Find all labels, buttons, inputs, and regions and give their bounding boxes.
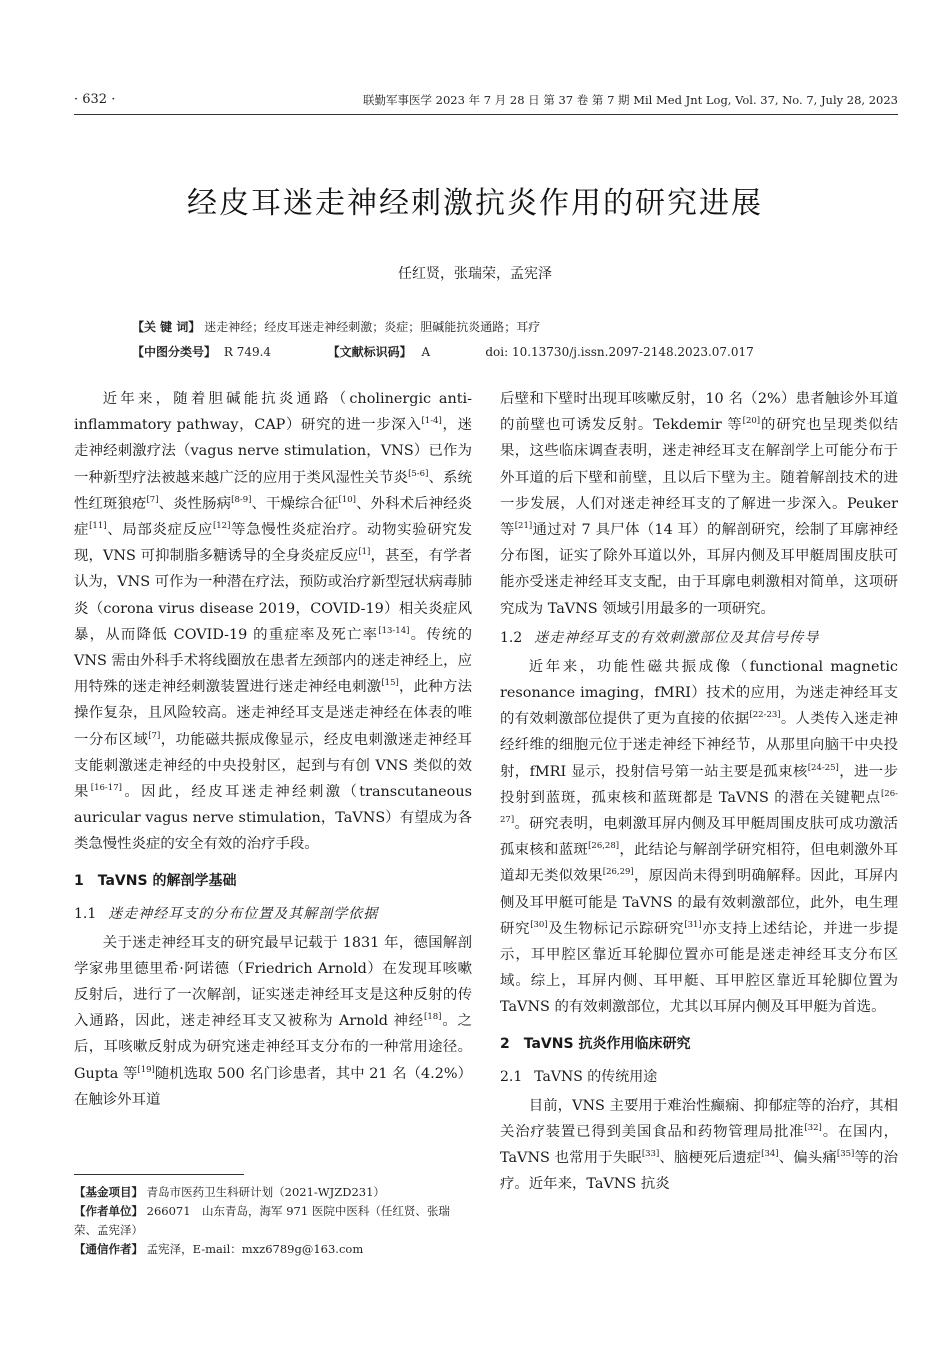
footnote-corresponding: 【通信作者】 孟宪泽，E-mail：mxz6789g@163.com	[74, 1242, 364, 1256]
article-title: 经皮耳迷走神经刺激抗炎作用的研究进展	[187, 186, 763, 221]
keywords-label: 【关 键 词】	[132, 320, 201, 334]
footnote-fund: 【基金项目】 青岛市医药卫生科研计划（2021-WJZD231）	[74, 1185, 385, 1199]
section-2-1-heading: 2.1 TaVNS 的传统用途	[500, 1068, 658, 1085]
footnote-unit: 【作者单位】 266071 山东青岛，海军 971 医院中医科（任红贤、张瑞荣、孟宪泽）	[74, 1204, 450, 1237]
cls-value: R 749.4	[223, 345, 272, 359]
header-rule	[74, 114, 898, 115]
journal-header: 联勤军事医学 2023 年 7 月 28 日 第 37 卷 第 7 期 Mil Med Jnt Log, Vol. 37, No. 7, July 28, 2023	[363, 93, 898, 107]
cls-label: 【中图分类号】	[132, 345, 217, 359]
right-column	[500, 386, 898, 1197]
keywords-line	[132, 318, 540, 335]
section-1-heading: 1 TaVNS 的解剖学基础	[74, 872, 237, 889]
paragraph-1-1: 关于迷走神经耳支的研究最早记载于 1831 年，德国解剖学家弗里德里希·阿诺德（Friedrich Arnold）在发现耳咳嗽反射后，进行了一次解剖，证实迷走神经耳支是这种反射的传入通路，因此，迷走神经耳支又被称为 Arnold 神经[18]。之后，耳咳嗽反射成为研究迷走神经耳支分布的一种常用途径。Gupta 等[19]随机选取 500 名门诊患者，其中 21 名（4.2%）在触诊外耳道	[74, 934, 472, 1108]
left-column	[74, 386, 472, 1113]
section-1-2-heading: 1.2 迷走神经耳支的有效刺激部位及其信号传导	[500, 629, 820, 646]
authors: 任红贤，张瑞荣，孟宪泽	[398, 266, 552, 282]
footnote-rule	[74, 1174, 244, 1175]
page-number: · 632 ·	[74, 92, 116, 107]
intro-paragraph: 近年来，随着胆碱能抗炎通路（cholinergic anti-inflammatory pathway，CAP）研究的进一步深入[1-4]，迷走神经刺激疗法（vagus nerve stimulation，VNS）已作为一种新型疗法被越来越广泛的应用于类风湿性关节炎[5-6]、系统性红斑狼疮[7]、炎性肠病[8-9]、干燥综合征[10]、外科术后神经炎症[11]、局部炎症反应[12]等急慢性炎症治疗。动物实验研究发现，VNS 可抑制脂多糖诱导的全身炎症反应[1]，甚至，有学者认为，VNS 可作为一种潜在疗法，预防或治疗新型冠状病毒肺炎（corona virus disease 2019，COVID-19）相关炎症风暴，从而降低 COVID-19 的重症率及死亡率[13-14]。传统的 VNS 需由外科手术将线圈放在患者左颈部内的迷走神经上，应用特殊的迷走神经刺激装置进行迷走神经电刺激[15]，此种方法操作复杂，且风险较高。迷走神经耳支是迷走神经在体表的唯一分布区域[7]，功能磁共振成像显示，经皮电刺激迷走神经耳支能刺激迷走神经的中央投射区，起到与有创 VNS 类似的效果[16-17]。因此，经皮耳迷走神经刺激（transcutaneous auricular vagus nerve stimulation，TaVNS）有望成为各类急慢性炎症的安全有效的治疗手段。	[74, 391, 472, 853]
section-1-1-heading: 1.1 迷走神经耳支的分布位置及其解剖学依据	[74, 905, 379, 922]
doi: doi: 10.13730/j.issn.2097-2148.2023.07.017	[485, 345, 754, 359]
doc-value: A	[421, 345, 431, 359]
paragraph-1-1-cont: 后壁和下壁时出现耳咳嗽反射，10 名（2%）患者触诊外耳道的前壁也可诱发反射。Tekdemir 等[20]的研究也呈现类似结果，这些临床调查表明，迷走神经耳支在解剖学上可能分布于外耳道的后下壁和前壁，且以后下壁为主。随着解剖技术的进一步发展，人们对迷走神经耳支的了解进一步深入。Peuker 等[21]通过对 7 具尸体（14 耳）的解剖研究，绘制了耳廓神经分布图，证实了除外耳道以外，耳屏内侧及耳甲艇周围皮肤可能亦受迷走神经耳支支配，由于耳廓电刺激相对简单，这项研究成为 TaVNS 领域引用最多的一项研究。	[500, 391, 898, 617]
classification-line	[132, 343, 754, 360]
doc-label: 【文献标识码】	[327, 345, 412, 359]
keywords-value: 迷走神经；经皮耳迷走神经刺激；炎症；胆碱能抗炎通路；耳疗	[204, 320, 541, 334]
paragraph-2-1: 目前，VNS 主要用于难治性癫痫、抑郁症等的治疗，其相关治疗装置已得到美国食品和药物管理局批准[32]。在国内，TaVNS 也常用于失眠[33]、脑梗死后遗症[34]、偏头痛[35]等的治疗。近年来，TaVNS 抗炎	[500, 1097, 898, 1193]
section-2-heading: 2 TaVNS 抗炎作用临床研究	[500, 1035, 691, 1052]
paragraph-1-2: 近年来，功能性磁共振成像（functional magnetic resonance imaging，fMRI）技术的应用，为迷走神经耳支的有效刺激部位提供了更为直接的依据[22-23]。人类传入迷走神经纤维的细胞元位于迷走神经下神经节，从那里向脑干中央投射，fMRI 显示，投射信号第一站主要是孤束核[24-25]，进一步投射到蓝斑，孤束核和蓝斑都是 TaVNS 的潜在关键靶点[26-27]。研究表明，电刺激耳屏内侧及耳甲艇周围皮肤可成功激活孤束核和蓝斑[26,28]，此结论与解剖学研究相符，但电刺激外耳道却无类似效果[26,29]，原因尚未得到明确解释。因此，耳屏内侧及耳甲艇可能是 TaVNS 的最有效刺激部位，此外，电生理研究[30]及生物标记示踪研究[31]亦支持上述结论，并进一步提示，耳甲腔区靠近耳轮脚位置亦可能是迷走神经耳支分布区域。综上，耳屏内侧、耳甲艇、耳甲腔区靠近耳轮脚位置为 TaVNS 的有效刺激部位，尤其以耳屏内侧及耳甲艇为首选。	[500, 658, 898, 1016]
